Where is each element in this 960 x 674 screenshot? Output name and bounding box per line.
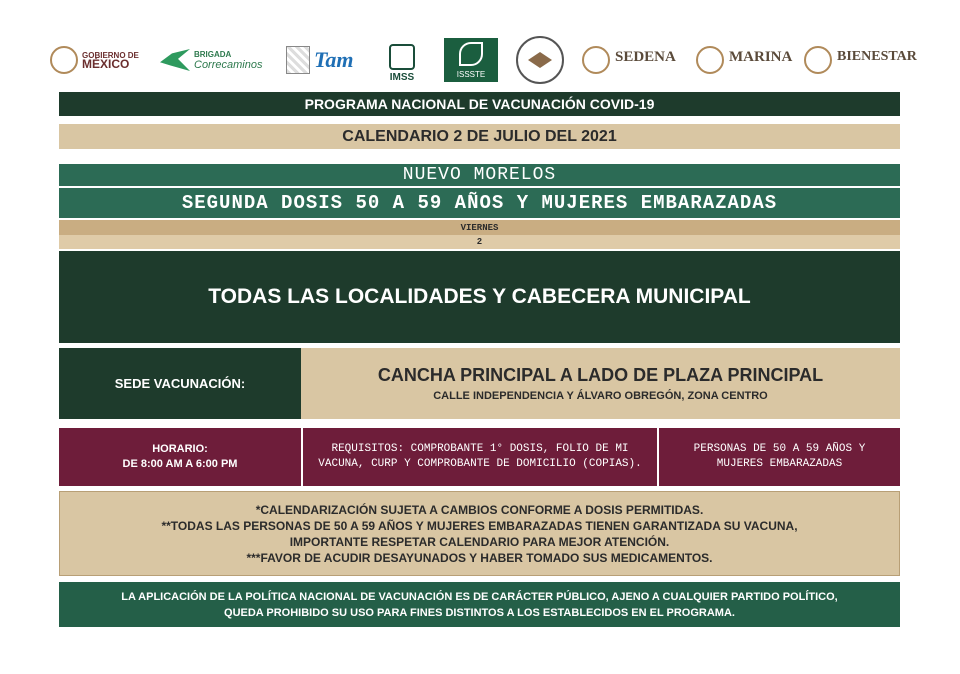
- brigada-line2: Correcaminos: [194, 59, 263, 71]
- notes-box: [59, 491, 900, 576]
- requisitos-text: REQUISITOS: COMPROBANTE 1° DOSIS, FOLIO DE MI VACUNA, CURP Y COMPROBANTE DE DOMICILIO (COPIAS).: [318, 443, 642, 470]
- day-name-bar: [59, 220, 900, 235]
- bienestar-text: BIENESTAR: [837, 49, 917, 64]
- tamaulipas-shield-icon: [286, 46, 310, 74]
- day-name: VIERNES: [460, 222, 499, 233]
- tamaulipas-logo: [286, 32, 354, 88]
- program-title-bar: [59, 92, 900, 116]
- footer-line-1: LA APLICACIÓN DE LA POLÍTICA NACIONAL DE VACUNACIÓN ES DE CARÁCTER PÚBLICO, AJENO A CUALQUIER PARTIDO POLÍTICO,: [121, 590, 838, 603]
- dosis-bar: [59, 188, 900, 218]
- requisitos-box: [303, 428, 657, 486]
- gobierno-line2: MÉXICO: [82, 57, 130, 71]
- note-4: ***FAVOR DE ACUDIR DESAYUNADOS Y HABER TOMADO SUS MEDICAMENTOS.: [246, 550, 713, 565]
- gobierno-line1: GOBIERNO DE: [82, 51, 139, 60]
- municipio-bar: [59, 164, 900, 186]
- day-number: 2: [476, 237, 483, 247]
- localidades-text: TODAS LAS LOCALIDADES Y CABECERA MUNICIPAL: [208, 285, 751, 308]
- personas-box: [659, 428, 900, 486]
- localidades-box: [59, 251, 900, 343]
- sedena-logo: [582, 32, 676, 88]
- footer-box: [59, 582, 900, 627]
- program-title: PROGRAMA NACIONAL DE VACUNACIÓN COVID-19: [304, 96, 655, 112]
- roadrunner-icon: [160, 49, 190, 71]
- day-number-bar: [59, 235, 900, 249]
- issste-text: ISSSTE: [456, 70, 486, 79]
- marina-seal-icon: [696, 46, 724, 74]
- imss-text: IMSS: [389, 72, 415, 83]
- tam-text: Tam: [314, 47, 354, 72]
- personas-text: PERSONAS DE 50 A 59 AÑOS Y MUJERES EMBARAZADAS: [693, 443, 866, 470]
- brigada-correcaminos-logo: [160, 32, 262, 88]
- note-1: *CALENDARIZACIÓN SUJETA A CAMBIOS CONFORME A DOSIS PERMITIDAS.: [255, 502, 704, 517]
- calendar-title: CALENDARIO 2 DE JULIO DEL 2021: [342, 127, 617, 145]
- note-3: IMPORTANTE RESPETAR CALENDARIO PARA MEJOR ATENCIÓN.: [289, 534, 670, 549]
- bienestar-seal-icon: [804, 46, 832, 74]
- municipio-name: NUEVO MORELOS: [402, 165, 557, 185]
- imss-eagle-icon: [389, 44, 415, 70]
- sedena-text: SEDENA: [615, 49, 676, 65]
- horario-value: DE 8:00 AM A 6:00 PM: [122, 458, 238, 470]
- logos-row: [40, 32, 920, 88]
- issste-leaf-icon: [459, 42, 483, 66]
- marina-logo: [696, 32, 792, 88]
- brigada-line1: BRIGADA: [194, 50, 232, 59]
- sedena-seal-icon: [582, 46, 610, 74]
- issste-logo: [444, 32, 498, 88]
- gobierno-mexico-logo: [50, 32, 139, 88]
- mexico-seal-icon: [50, 46, 78, 74]
- coat-of-arms-logo: [516, 32, 564, 88]
- note-2: **TODAS LAS PERSONAS DE 50 A 59 AÑOS Y MUJERES EMBARAZADAS TIENEN GARANTIZADA SU VACUNA,: [161, 518, 798, 533]
- footer-line-2: QUEDA PROHIBIDO SU USO PARA FINES DISTINTOS A LOS ESTABLECIDOS EN EL PROGRAMA.: [224, 606, 735, 619]
- sede-address: CALLE INDEPENDENCIA Y ÁLVARO OBREGÓN, ZONA CENTRO: [433, 390, 768, 402]
- calendar-title-bar: [59, 124, 900, 149]
- imss-logo: [386, 32, 418, 88]
- coat-of-arms-icon: [516, 36, 564, 84]
- sede-place-box: [301, 348, 900, 419]
- horario-box: [59, 428, 301, 486]
- dosis-text: SEGUNDA DOSIS 50 A 59 AÑOS Y MUJERES EMBARAZADAS: [181, 192, 778, 214]
- sede-place: CANCHA PRINCIPAL A LADO DE PLAZA PRINCIPAL: [377, 365, 824, 385]
- sede-label-box: [59, 348, 301, 419]
- bienestar-logo: [804, 32, 917, 88]
- horario-label: HORARIO:: [152, 443, 208, 455]
- sede-label: SEDE VACUNACIÓN:: [114, 376, 246, 391]
- marina-text: MARINA: [729, 49, 793, 65]
